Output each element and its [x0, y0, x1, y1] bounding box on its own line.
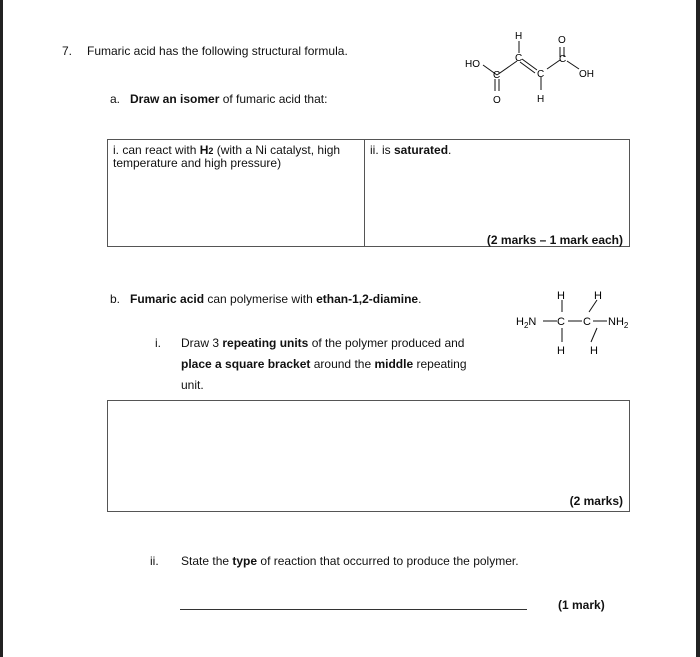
part-b-ii-text: State the type of reaction that occurred to produce the polymer. [181, 554, 519, 568]
part-b-i-line2: place a square bracket around the middle repeating [181, 357, 467, 371]
answer-box-a-ii[interactable] [364, 139, 630, 247]
diamine-h-1: H [557, 290, 565, 302]
answer-line-b-ii[interactable] [180, 609, 527, 610]
part-b-ii-marks: (1 mark) [558, 598, 605, 612]
carbon-2: C [515, 53, 523, 64]
carbon-4: C [559, 54, 567, 65]
part-b-label: b. [110, 292, 121, 306]
cell-i-line2: temperature and high pressure) [113, 156, 282, 170]
part-b-ii-label: ii. [150, 554, 159, 568]
oxygen-2: O [558, 35, 566, 46]
fumaric-acid-structure [455, 25, 605, 115]
right-border [696, 0, 700, 657]
part-b-i-line1: Draw 3 repeating units of the polymer produced and [181, 336, 465, 350]
diamine-h-2: H [594, 290, 602, 302]
cell-ii-text: ii. is saturated. [370, 143, 452, 157]
part-a-label: a. [110, 92, 121, 106]
diamine-h-4: H [590, 345, 598, 357]
question-intro: Fumaric acid has the following structural formula. [87, 44, 348, 58]
cell-i-line1: i. can react with H2 (with a Ni catalyst, high [113, 143, 341, 157]
answer-box-a-i[interactable] [107, 139, 365, 247]
oxygen-1: O [493, 95, 501, 106]
question-number: 7. [62, 44, 73, 58]
part-b-i-label: i. [155, 336, 161, 350]
diamine-nh2: $NH_2$ [608, 316, 629, 330]
diamine-c-1: C [557, 316, 565, 328]
diamine-c-2: C [583, 316, 591, 328]
carbon-3: C [537, 69, 545, 80]
ho-label: HO [465, 59, 480, 70]
diamine-h2n: $H_2N$ [516, 316, 537, 330]
hydrogen-2: H [537, 94, 545, 105]
part-a-text: Draw an isomer of fumaric acid that: [130, 92, 328, 106]
left-border [0, 0, 3, 657]
carbon-1: C [493, 70, 501, 81]
part-b-i-line3: unit. [181, 378, 204, 392]
diamine-h-3: H [557, 345, 565, 357]
part-b-i-marks: (2 marks) [569, 494, 623, 508]
oh-label: OH [579, 69, 594, 80]
diamine-structure [512, 286, 662, 366]
answer-box-b-i[interactable] [107, 400, 630, 512]
hydrogen-1: H [515, 31, 523, 42]
part-b-text: Fumaric acid can polymerise with ethan-1,2-diamine. [130, 292, 422, 306]
part-a-marks: (2 marks – 1 mark each) [486, 233, 623, 247]
